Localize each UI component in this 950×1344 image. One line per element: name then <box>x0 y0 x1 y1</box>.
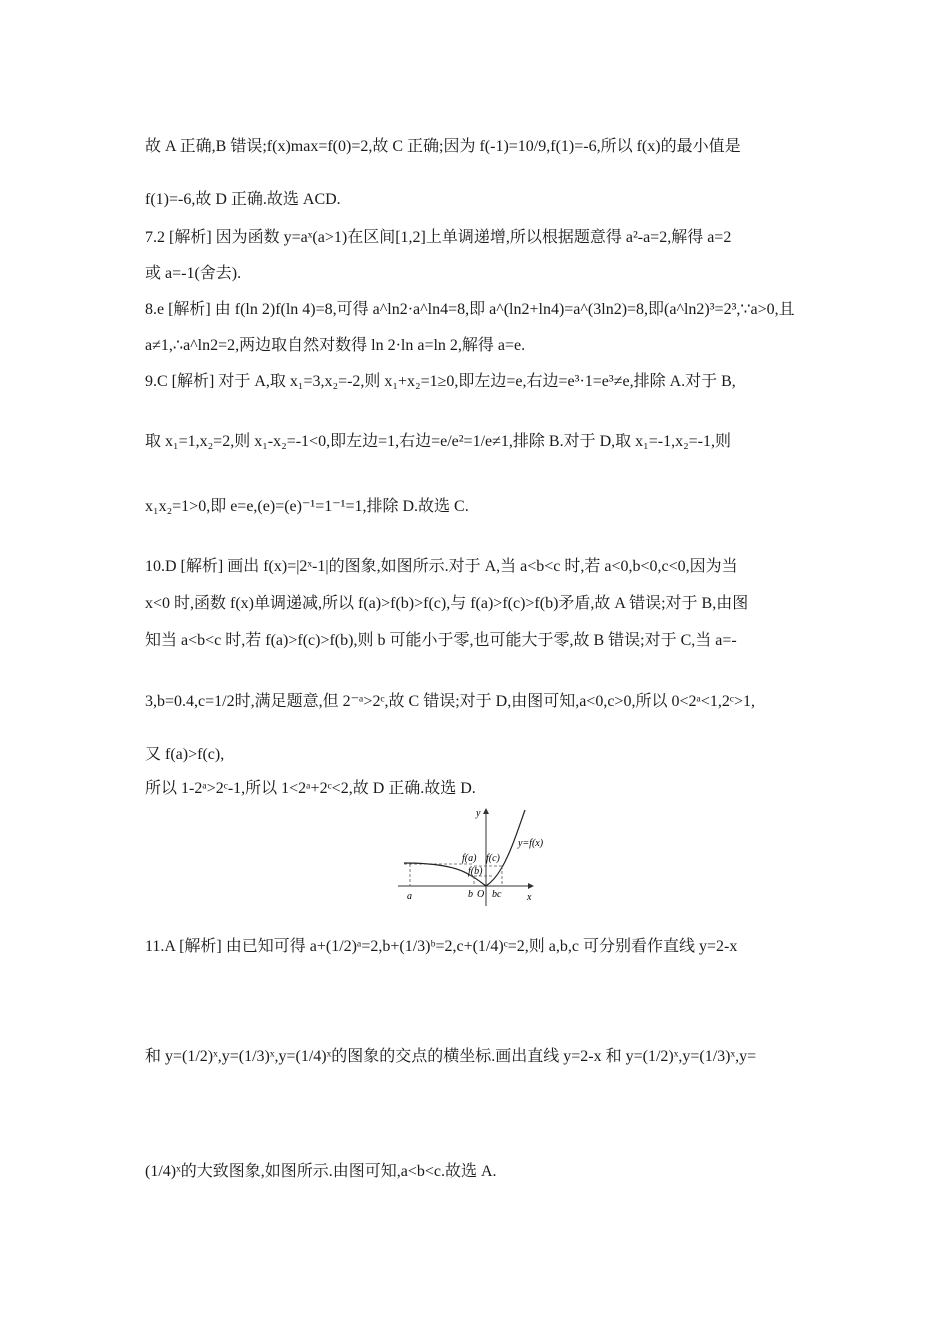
text-line-3: 7.2 [解析] 因为函数 y=aˣ(a>1)在区间[1,2]上单调递增,所以根据题意得 a²-a=2,解得 a=2 <box>145 229 732 246</box>
b-label: b <box>468 889 473 900</box>
text-line-7: 9.C [解析] 对于 A,取 x₁=3,x₂=-2,则 x₁+x₂=1≥0,即左边=e,右边=e³·1=e³≠e,排除 A.对于 B, <box>145 373 736 390</box>
text-line-9: x₁x₂=1>0,即 e=e,(e)=(e)⁻¹=1⁻¹=1,排除 D.故选 C. <box>145 498 469 515</box>
text-line-15: 所以 1-2ᵃ>2ᶜ-1,所以 1<2ᵃ+2ᶜ<2,故 D 正确.故选 D. <box>145 780 476 797</box>
y-label: y <box>476 808 481 819</box>
text-line-4: 或 a=-1(舍去). <box>145 265 242 282</box>
curve-label: y=f(x) <box>518 838 544 849</box>
x-label: x <box>527 892 532 903</box>
text-line-6: a≠1,∴a^ln2=2,两边取自然对数得 ln 2·ln a=ln 2,解得 a=e. <box>145 337 526 354</box>
text-line-12: 知当 a<b<c 时,若 f(a)>f(c)>f(b),则 b 可能小于零,也可能大于零,故 B 错误;对于 C,当 a=- <box>145 632 737 649</box>
text-line-14: 又 f(a)>f(c), <box>145 746 225 763</box>
bc-label: bc <box>492 889 502 900</box>
text-line-18: (1/4)ˣ的大致图象,如图所示.由图可知,a<b<c.故选 A. <box>145 1163 497 1180</box>
fa-label: f(a) <box>462 853 477 864</box>
fc-label: f(c) <box>486 853 500 864</box>
text-line-13: 3,b=0.4,c=1/2时,满足题意,但 2⁻ᵃ>2ᶜ,故 C 错误;对于 D,由图可知,a<0,c>0,所以 0<2ᵃ<1,2ᶜ>1, <box>145 693 755 710</box>
x-axis-arrow <box>528 883 534 889</box>
y-axis-arrow <box>483 808 489 814</box>
text-line-17: 和 y=(1/2)ˣ,y=(1/3)ˣ,y=(1/4)ˣ的图象的交点的横坐标.画出直线 y=2-x 和 y=(1/2)ˣ,y=(1/3)ˣ,y= <box>145 1048 757 1065</box>
a-label: a <box>407 891 412 902</box>
text-line-2: f(1)=-6,故 D 正确.故选 ACD. <box>145 191 341 208</box>
graph-figure <box>398 806 558 910</box>
fb-label: f(b) <box>468 866 483 877</box>
text-line-10: 10.D [解析] 画出 f(x)=|2ˣ-1|的图象,如图所示.对于 A,当 a<b<c 时,若 a<0,b<0,c<0,因为当 <box>145 558 738 575</box>
text-line-5: 8.e [解析] 由 f(ln 2)f(ln 4)=8,可得 a^ln2·a^ln4=8,即 a^(ln2+ln4)=a^(3ln2)=8,即(a^ln2)³=2³,∵a>0,且 <box>145 301 795 318</box>
text-line-11: x<0 时,函数 f(x)单调递减,所以 f(a)>f(b)>f(c),与 f(a)>f(c)>f(b)矛盾,故 A 错误;对于 B,由图 <box>145 595 749 612</box>
text-line-16: 11.A [解析] 由已知可得 a+(1/2)ᵃ=2,b+(1/3)ᵇ=2,c+(1/4)ᶜ=2,则 a,b,c 可分别看作直线 y=2-x <box>145 938 738 955</box>
text-line-1: 故 A 正确,B 错误;f(x)max=f(0)=2,故 C 正确;因为 f(-1)=10/9,f(1)=-6,所以 f(x)的最小值是 <box>145 138 741 155</box>
o-label: O <box>477 889 485 900</box>
text-line-8: 取 x₁=1,x₂=2,则 x₁-x₂=-1<0,即左边=1,右边=e/e²=1/e≠1,排除 B.对于 D,取 x₁=-1,x₂=-1,则 <box>145 433 731 450</box>
